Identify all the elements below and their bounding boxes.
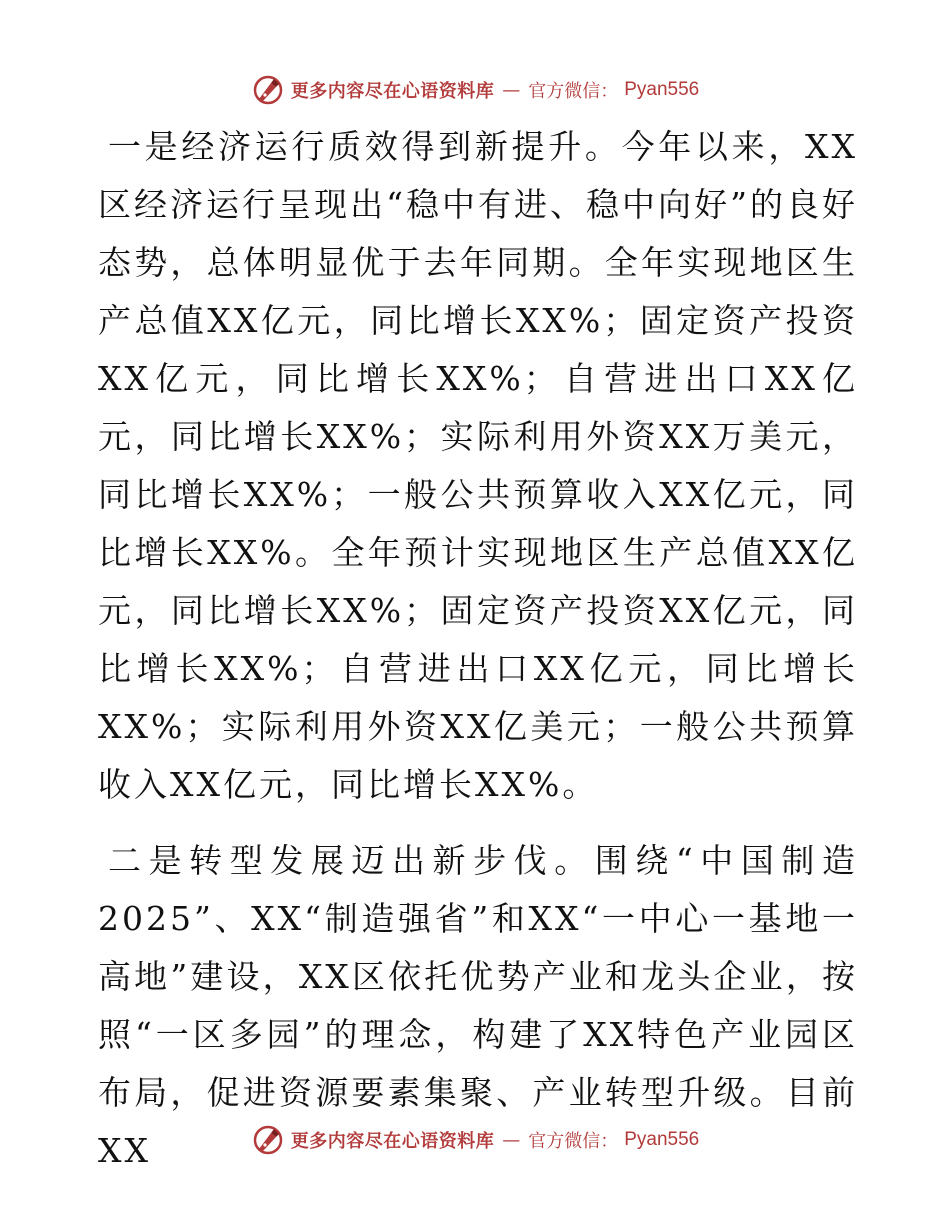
- account-id-footer: Pyan556: [624, 1129, 700, 1150]
- paragraph-transformation: 二是转型发展迈出新步伐。围绕“中国制造2025”、XX“制造强省”和XX“一中心一基地一高地”建设，XX区依托优势产业和龙头企业，按照“一区多园”的理念，构建了XX特色产业园区布局，促进资源要素集聚、产业转型升级。目前XX: [98, 841, 858, 1170]
- account-label: 官方微信：: [528, 81, 619, 102]
- page-header: [0, 70, 950, 110]
- page-footer: [0, 1120, 950, 1160]
- pen-nib-logo-icon: [251, 73, 285, 107]
- brand-separator-footer: —: [502, 1129, 521, 1151]
- watermark-brand: [251, 73, 700, 107]
- document-body: [98, 118, 858, 1180]
- pen-nib-logo-icon: [251, 1123, 285, 1157]
- account-label-footer: 官方微信：: [528, 1131, 619, 1152]
- brand-text-footer: 更多内容尽在心语资料库: [290, 1131, 495, 1152]
- paragraph-economy: 一是经济运行质效得到新提升。今年以来，XX区经济运行呈现出“稳中有进、稳中向好”的良好态势，总体明显优于去年同期。全年实现地区生产总值XX亿元，同比增长XX%；固定资产投资XX亿元，同比增长XX%；自营进出口XX亿元，同比增长XX%；实际利用外资XX万美元，同比增长XX%；一般公共预算收入XX亿元，同比增长XX%。全年预计实现地区生产总值XX亿元，同比增长XX%；固定资产投资XX亿元，同比增长XX%；自营进出口XX亿元，同比增长XX%；实际利用外资XX亿美元；一般公共预算收入XX亿元，同比增长XX%。: [98, 127, 858, 804]
- brand-separator: —: [502, 79, 521, 101]
- watermark-brand-footer: [251, 1123, 700, 1157]
- account-id: Pyan556: [624, 79, 700, 100]
- brand-text: 更多内容尽在心语资料库: [290, 81, 495, 102]
